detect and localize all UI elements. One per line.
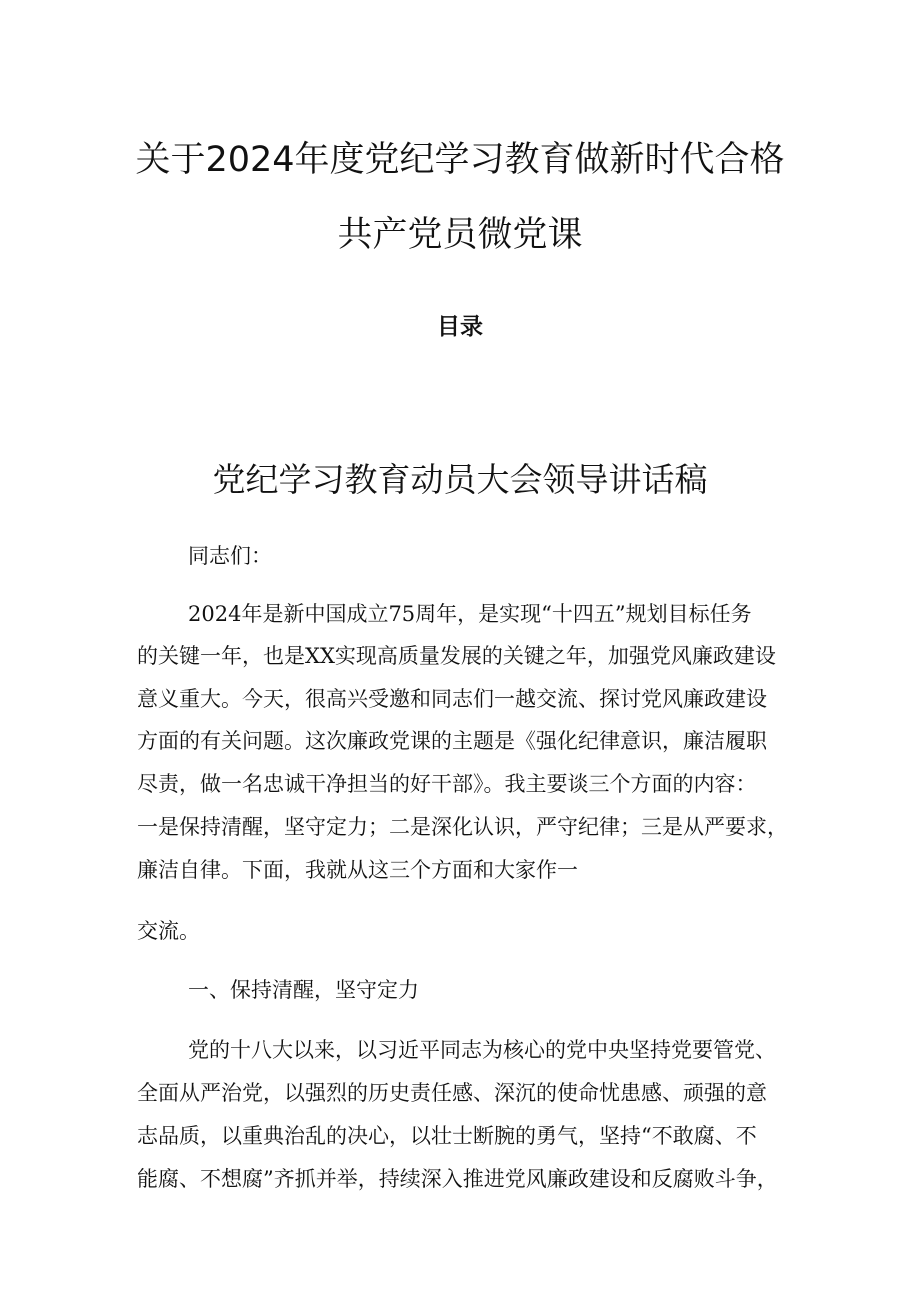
paragraph-1-line: 的关键一年，也是XX实现高质量发展的关键之年，加强党风廉政建设 xyxy=(137,644,776,668)
paragraph-1-line: 交流。 xyxy=(137,919,200,943)
paragraph-2-line: 志品质，以重典治乱的决心，以壮士断腕的勇气，坚持“不敢腐、不 xyxy=(137,1124,757,1148)
paragraph-1-line: 廉洁自律。下面，我就从这三个方面和大家作一 xyxy=(137,858,578,882)
paragraph-1-line: 尽责，做一名忠诚干净担当的好干部》。我主要谈三个方面的内容： xyxy=(137,772,757,796)
speech-title: 党纪学习教育动员大会领导讲话稿 xyxy=(212,460,708,499)
paragraph-2-line: 全面从严治党，以强烈的历史责任感、深沉的使命忧患感、顽强的意 xyxy=(137,1081,767,1105)
document-title-line-2: 共产党员微党课 xyxy=(337,215,583,255)
paragraph-1-line: 一是保持清醒，坚守定力；二是深化认识，严守纪律；三是从严要求， xyxy=(137,815,788,839)
salutation: 同志们： xyxy=(188,544,272,568)
paragraph-2-line: 党的十八大以来，以习近平同志为核心的党中央坚持党要管党、 xyxy=(188,1038,776,1062)
paragraph-2-line: 能腐、不想腐”齐抓并举，持续深入推进党风廉政建设和反腐败斗争， xyxy=(137,1167,778,1191)
toc-heading: 目录 xyxy=(437,314,483,340)
section-1-heading: 一、保持清醒，坚守定力 xyxy=(188,978,419,1002)
paragraph-1-line: 意义重大。今天，很高兴受邀和同志们一越交流、探讨党风廉政建设 xyxy=(137,687,767,711)
paragraph-1-line: 方面的有关问题。这次廉政党课的主题是《强化纪律意识，廉洁履职 xyxy=(137,729,767,753)
document-title-line-1: 关于2024年度党纪学习教育做新时代合格 xyxy=(135,140,785,180)
paragraph-1-line: 2024年是新中国成立75周年，是实现“十四五”规划目标任务 xyxy=(188,602,752,626)
